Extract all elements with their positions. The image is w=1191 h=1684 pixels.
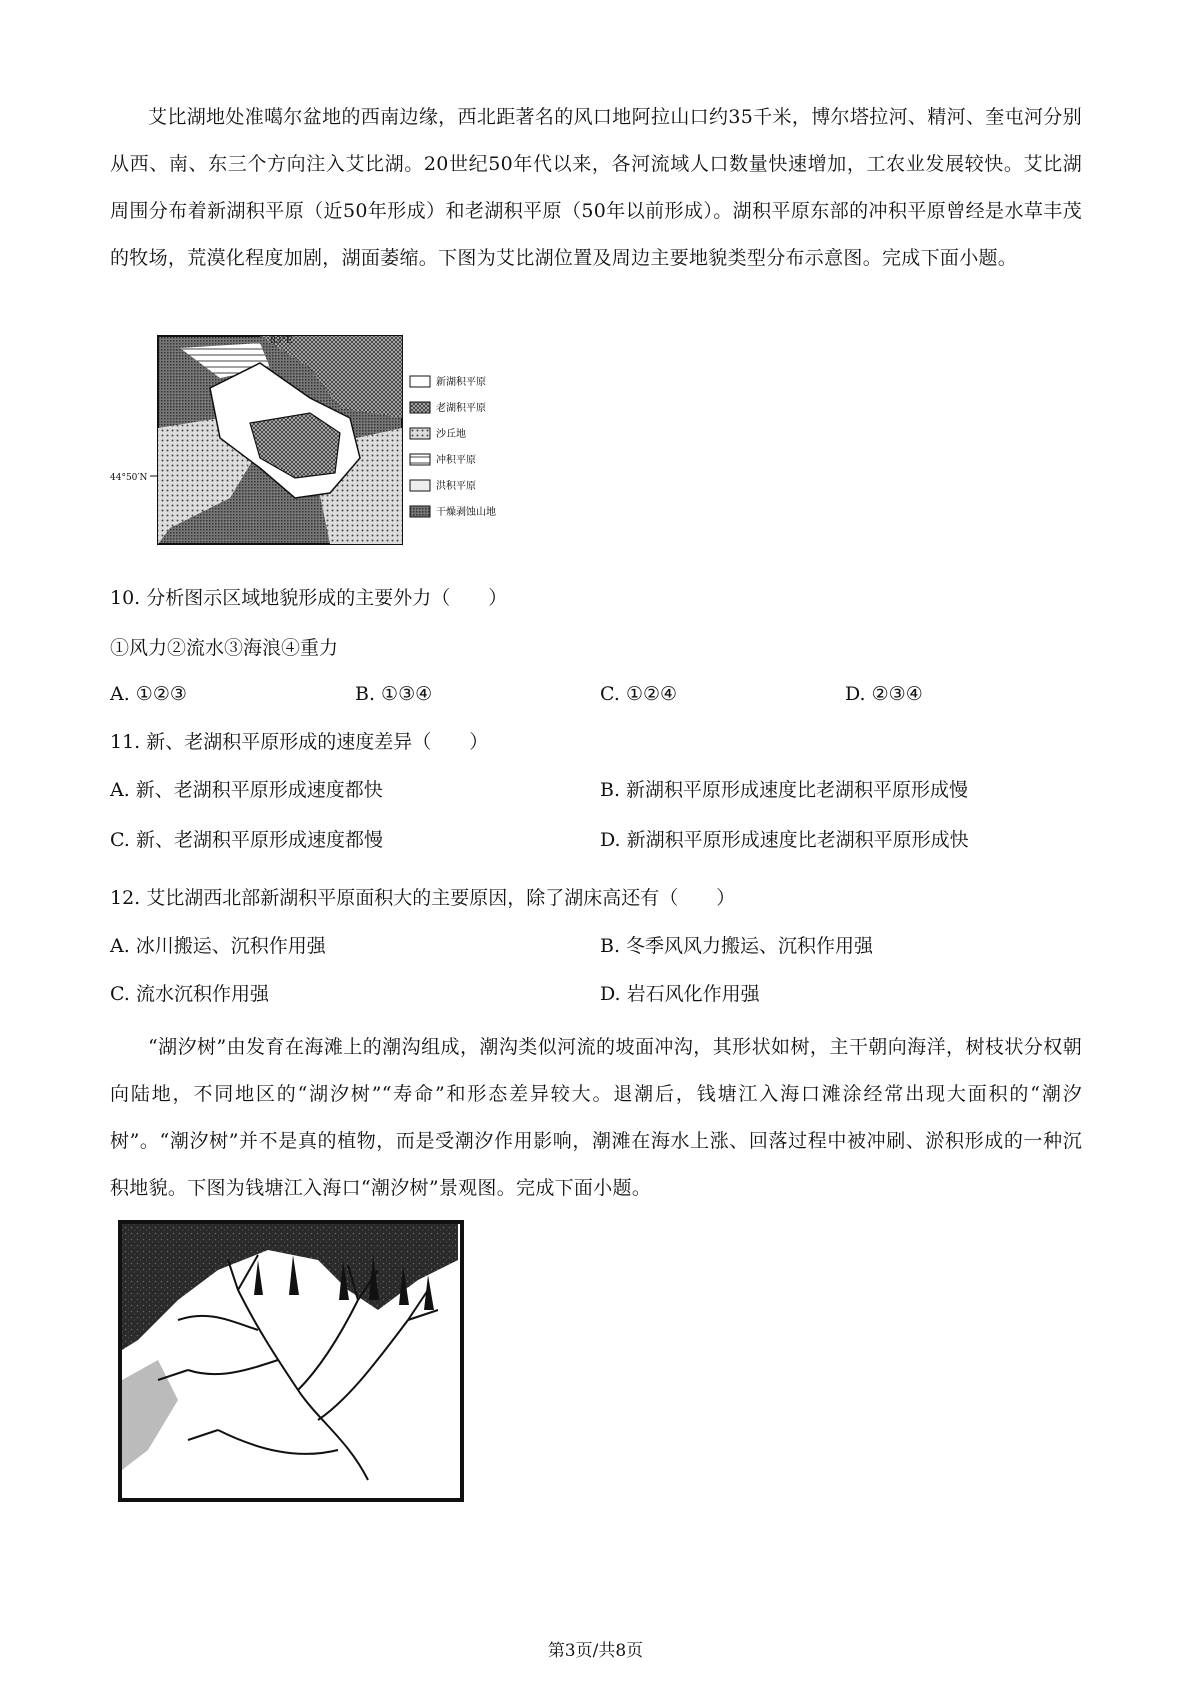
q10-option-c[interactable]: C. ①②④: [600, 683, 678, 705]
map-legend: [410, 375, 496, 518]
map-left-label: 44°50′N: [110, 473, 148, 483]
question-11-stem: 11. 新、老湖积平原形成的速度差异（ ）: [110, 731, 489, 753]
q12-option-a[interactable]: A. 冰川搬运、沉积作用强: [110, 935, 326, 957]
q12-option-c[interactable]: C. 流水沉积作用强: [110, 983, 269, 1005]
q10-option-a[interactable]: A. ①②③: [110, 683, 187, 705]
q12-option-d[interactable]: D. 岩石风化作用强: [600, 983, 760, 1005]
question-10-stem: 10. 分析图示区域地貌形成的主要外力（ ）: [110, 587, 508, 609]
passage-aibi-lake: 艾比湖地处准噶尔盆地的西南边缘，西北距著名的风口地阿拉山口约35千米，博尔塔拉河、精河、奎屯河分别从西、南、东三个方向注入艾比湖。20世纪50年代以来，各河流域人口数量快速增加，工农业发展较快。艾比湖周围分布着新湖积平原（近50年形成）和老湖积平原（50年以前形成）。湖积平原东部的冲积平原曾经是水草丰茂的牧场，荒漠化程度加剧，湖面萎缩。下图为艾比湖位置及周边主要地貌类型分布示意图。完成下面小题。: [110, 106, 1082, 269]
q11-option-d[interactable]: D. 新湖积平原形成速度比老湖积平原形成快: [600, 829, 969, 851]
legend-item: 沙丘地: [436, 429, 466, 440]
legend-item: 洪积平原: [436, 481, 476, 492]
question-12-stem: 12. 艾比湖西北部新湖积平原面积大的主要原因，除了湖床高还有（ ）: [110, 887, 736, 909]
legend-item: 老湖积平原: [436, 403, 486, 414]
tidal-tree-illustration: [118, 1220, 464, 1502]
q10-option-d[interactable]: D. ②③④: [845, 683, 923, 705]
aibi-lake-map-figure: [110, 328, 550, 566]
tidal-tree-photo: [118, 1220, 464, 1502]
q11-option-b[interactable]: B. 新湖积平原形成速度比老湖积平原形成慢: [600, 779, 969, 801]
aibi-lake-map: [110, 328, 550, 566]
legend-item: 冲积平原: [436, 455, 476, 466]
legend-item: 新湖积平原: [436, 377, 486, 388]
page-footer: 第3页/共8页: [547, 1641, 644, 1661]
passage-tidal-tree: “湖汐树”由发育在海滩上的潮沟组成，潮沟类似河流的坡面冲沟，其形状如树，主干朝向海洋，树枝状分权朝向陆地，不同地区的“湖汐树”“寿命”和形态差异较大。退潮后，钱塘江入海口滩涂经常出现大面积的“潮汐树”。“潮汐树”并不是真的植物，而是受潮汐作用影响，潮滩在海水上涨、回落过程中被冲刷、淤积形成的一种沉积地貌。下图为钱塘江入海口“潮汐树”景观图。完成下面小题。: [110, 1036, 1082, 1199]
q12-option-b[interactable]: B. 冬季风风力搬运、沉积作用强: [600, 935, 874, 957]
q11-option-a[interactable]: A. 新、老湖积平原形成速度都快: [110, 779, 383, 801]
legend-item: 干燥剥蚀山地: [436, 507, 496, 518]
q10-option-b[interactable]: B. ①③④: [355, 683, 433, 705]
map-top-label: 83°E: [270, 336, 293, 346]
question-10-items: ①风力②流水③海浪④重力: [110, 637, 339, 659]
q11-option-c[interactable]: C. 新、老湖积平原形成速度都慢: [110, 829, 383, 851]
